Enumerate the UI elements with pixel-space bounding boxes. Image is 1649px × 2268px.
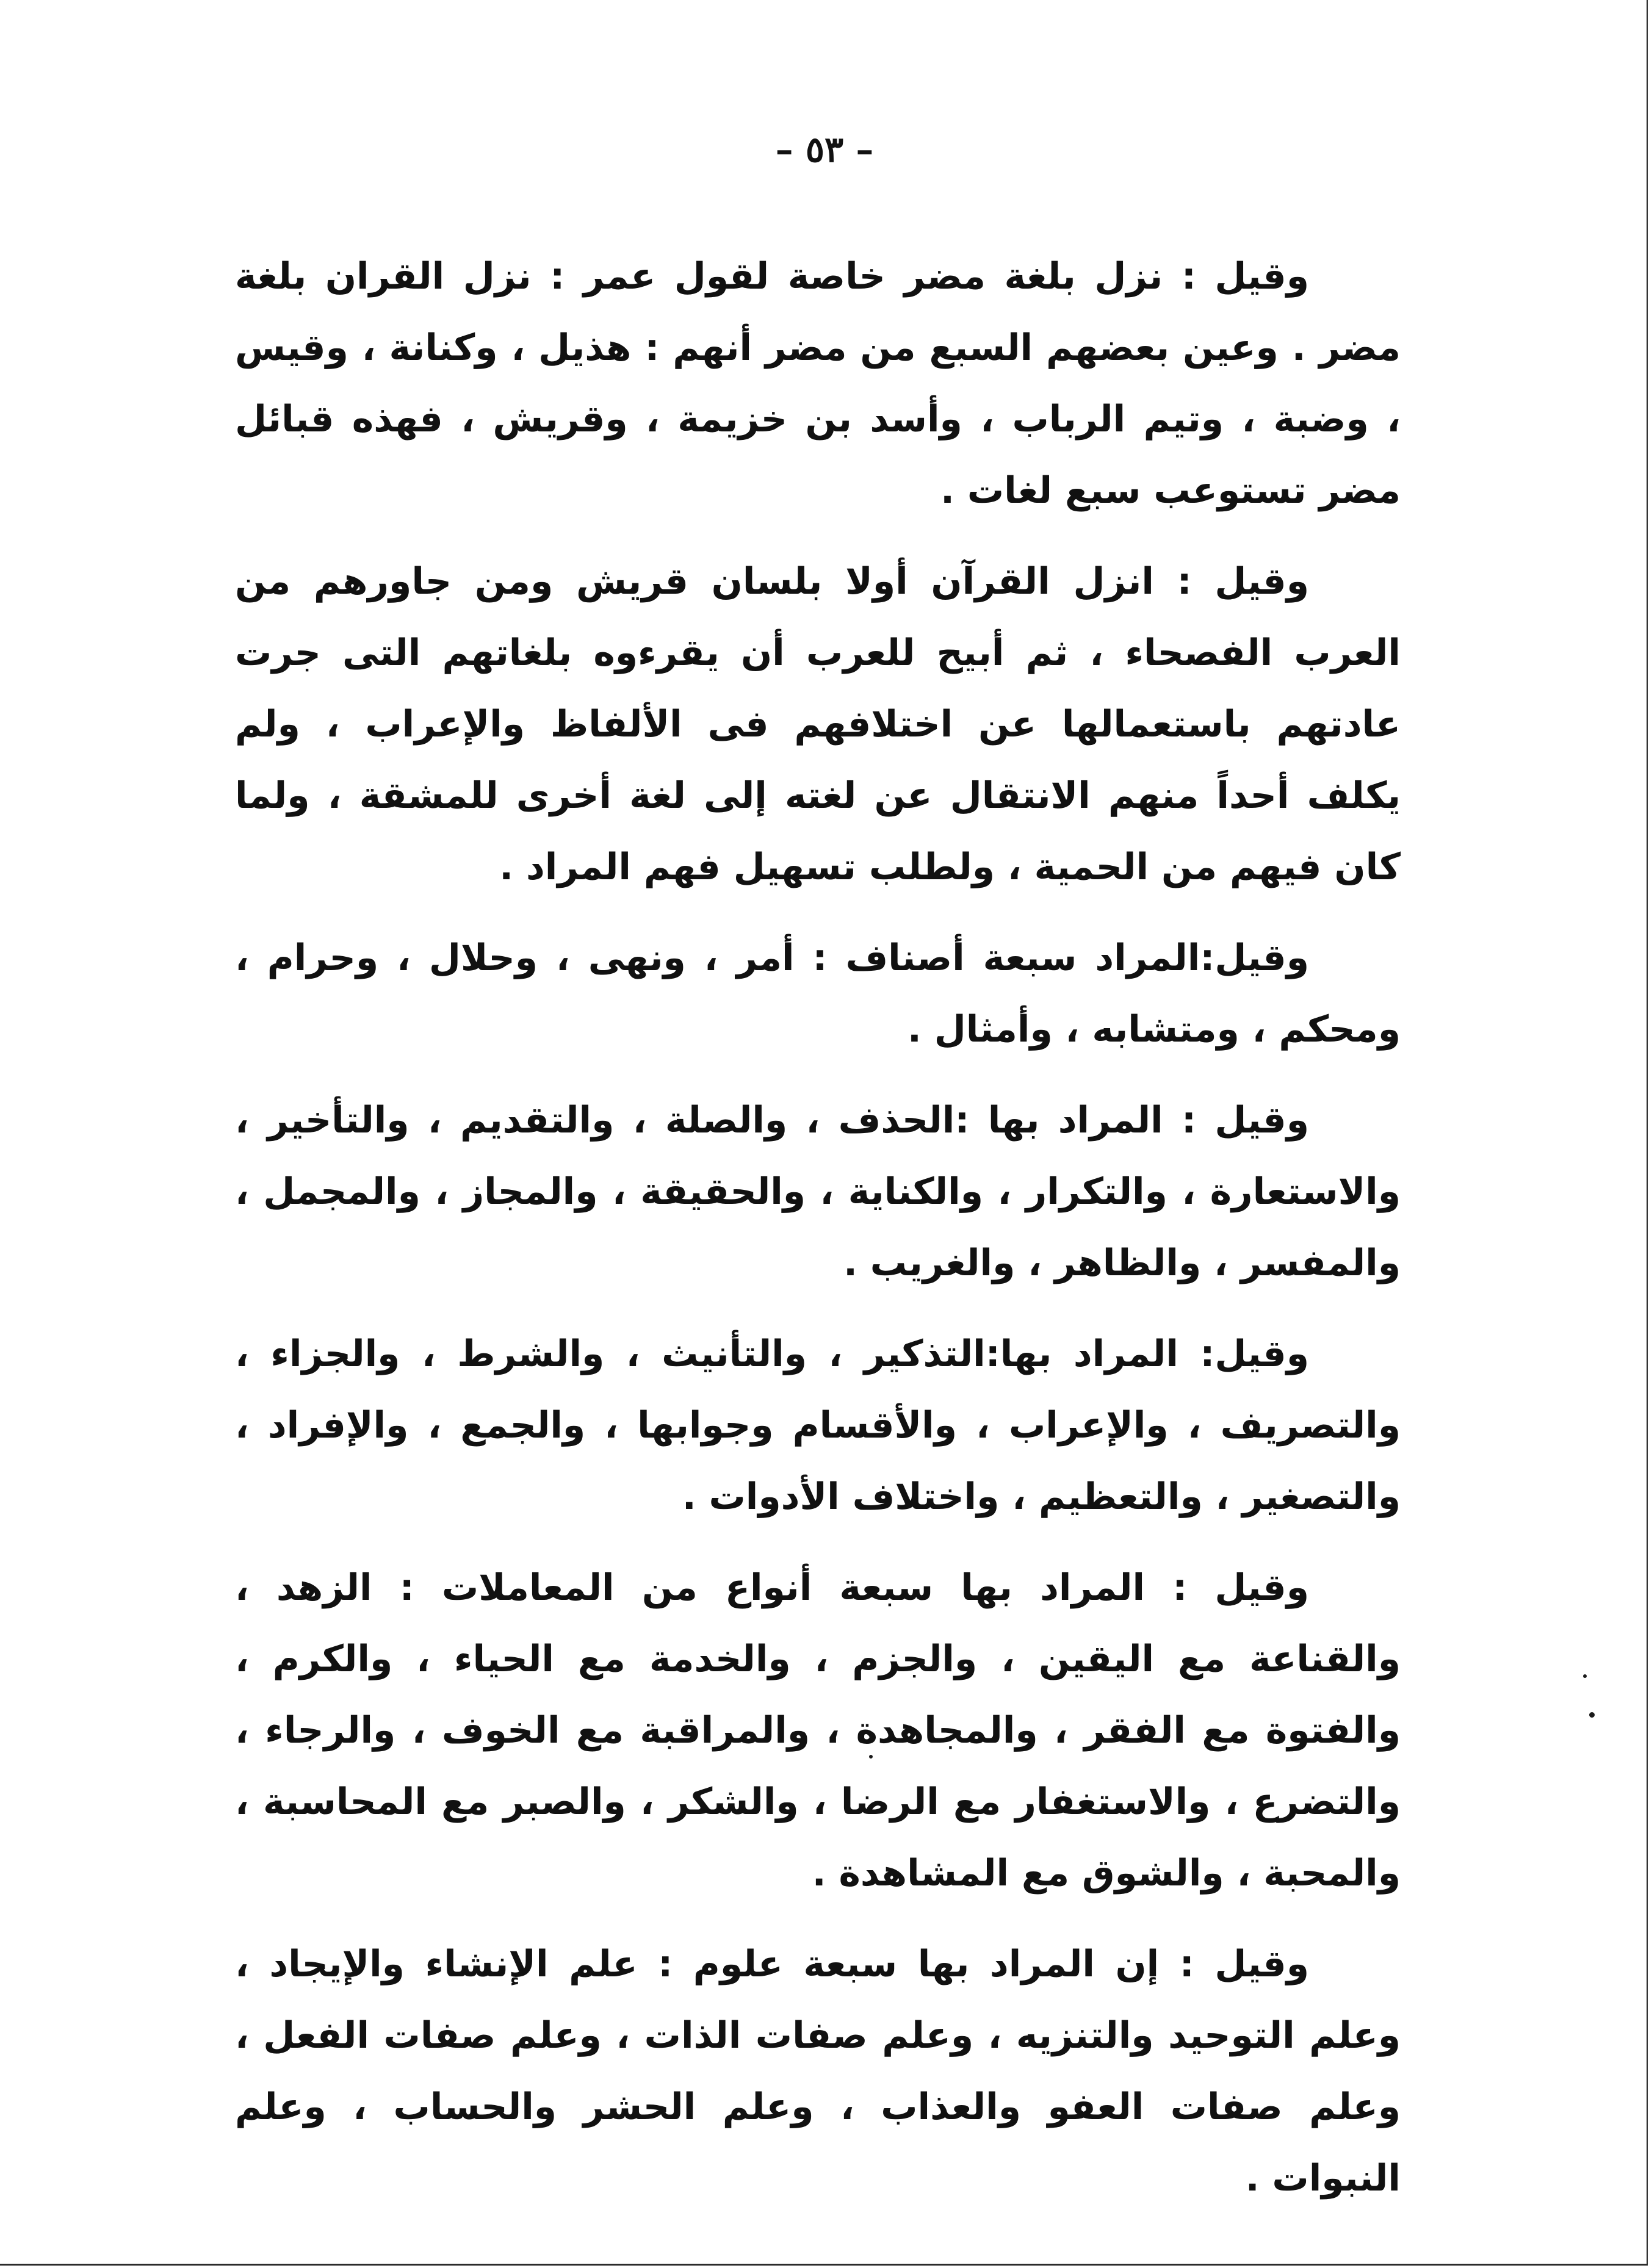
paragraph-2: وقيل : انزل القرآن أولا بلسان قريش ومن جاورهم من العرب الفصحاء ، ثم أبيح للعرب أن يقرءوه بلغاتهم التى جرت عادتهم باستعمالها عن اختلافهم فى الألفاظ والإعراب ، ولم يكلف أحداً منهم الانتقال عن لغته إلى لغة أخرى للمشقة ، ولما كان فيهم من الحمية ، ولطلب تسهيل فهم المراد . [235,560,1401,888]
scan-speck [1583,1674,1587,1678]
paragraph-5: وقيل: المراد بها:التذكير ، والتأنيث ، والشرط ، والجزاء ، والتصريف ، والإعراب ، والأقسام وجوابها ، والجمع ، والإفراد ، والتصغير ، والتعظيم ، واختلاف الأدوات . [235,1333,1401,1518]
page-number: – ٥٣ – [775,129,874,170]
paragraph-7: وقيل : إن المراد بها سبعة علوم : علم الإنشاء والإيجاد ، وعلم التوحيد والتنزيه ، وعلم صفات الذات ، وعلم صفات الفعل ، وعلم صفات العفو والعذاب ، وعلم الحشر والحساب ، وعلم النبوات . [235,1943,1401,2200]
body-text [235,241,1401,2234]
paragraph-3: وقيل:المراد سبعة أصناف : أمر ، ونهى ، وحلال ، وحرام ، ومحكم ، ومتشابه ، وأمثال . [235,937,1401,1051]
paragraph-6: وقيل : المراد بها سبعة أنواع من المعاملات : الزهد ، والقناعة مع اليقين ، والجزم ، والخدمة مع الحياء ، والكرم ، والفتوة مع الفقر ، والمجاهدة ، والمراقبة مع الخوف ، والرجاء ، والتضرع ، والاستغفار مع الرضا ، والشكر ، والصبر مع المحاسبة ، والمحبة ، والشوق مع المشاهدة . [235,1566,1401,1895]
paragraph-1: وقيل : نزل بلغة مضر خاصة لقول عمر : نزل القران بلغة مضر . وعين بعضهم السبع من مضر أنهم : هذيل ، وكنانة ، وقيس ، وضبة ، وتيم الرباب ، وأسد بن خزيمة ، وقريش ، فهذه قبائل مضر تستوعب سبع لغات . [235,255,1401,512]
paragraph-4: وقيل : المراد بها :الحذف ، والصلة ، والتقديم ، والتأخير ، والاستعارة ، والتكرار ، والكناية ، والحقيقة ، والمجاز ، والمجمل ، والمفسر ، والظاهر ، والغريب . [235,1099,1401,1284]
scan-speck [1589,1712,1595,1718]
scan-speck [869,1755,873,1759]
